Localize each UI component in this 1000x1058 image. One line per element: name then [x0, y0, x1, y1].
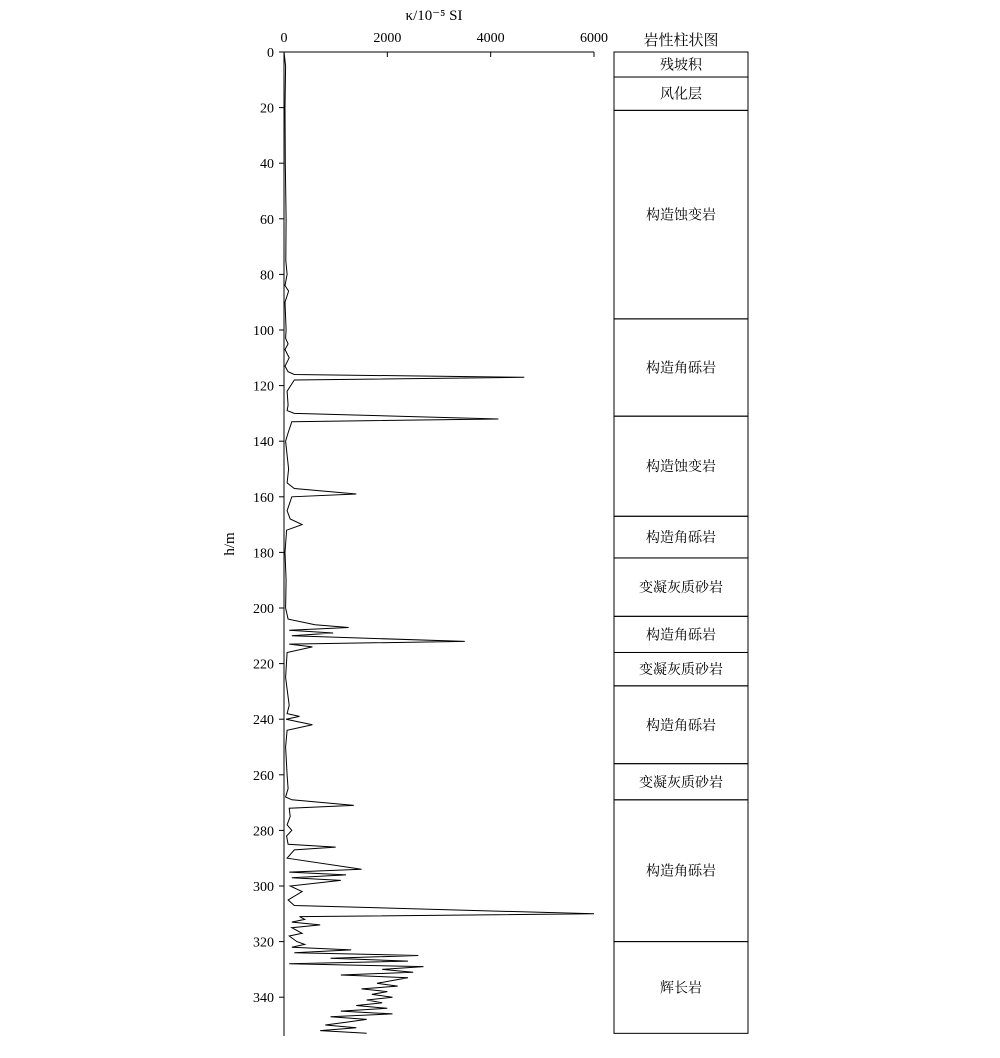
y-tick-label: 40 [260, 157, 274, 173]
lithology-layer-label: 变凝灰质砂岩 [639, 662, 723, 679]
y-tick-label: 160 [253, 490, 274, 506]
y-tick-label: 240 [253, 713, 274, 729]
y-tick-label: 80 [260, 268, 274, 284]
lithology-layer-label: 构造角砾岩 [646, 627, 716, 644]
lithology-column-title: 岩性柱状图 [643, 31, 719, 49]
y-tick-label: 280 [253, 824, 274, 840]
lithology-layer-label: 变凝灰质砂岩 [639, 580, 723, 597]
series-line [284, 52, 594, 1033]
x-axis-title: κ/10⁻⁵ SI [405, 8, 463, 24]
lithology-column [614, 31, 748, 1033]
lithology-layer-label: 构造蚀变岩 [646, 459, 716, 476]
y-tick-label: 260 [253, 768, 274, 784]
y-tick-label: 120 [253, 379, 274, 395]
lithology-layer-label: 构造角砾岩 [646, 360, 716, 377]
y-tick-label: 300 [253, 880, 274, 895]
lithology-layer-label: 构造角砾岩 [646, 717, 716, 734]
lithology-layer-label: 变凝灰质砂岩 [639, 774, 723, 791]
x-tick-label: 6000 [580, 31, 608, 46]
lithology-layer-label: 构造角砾岩 [646, 530, 716, 547]
y-tick-label: 320 [253, 935, 274, 951]
y-tick-label: 140 [253, 435, 274, 451]
lithology-layer-label: 构造蚀变岩 [646, 207, 716, 224]
x-tick-label: 4000 [476, 31, 505, 46]
lithology-layer-label: 残坡积 [660, 57, 702, 74]
x-tick-label: 2000 [373, 31, 402, 46]
x-tick-label: 0 [280, 31, 288, 46]
lithology-layer-label: 风化层 [660, 86, 702, 103]
y-tick-label: 20 [260, 101, 274, 117]
y-tick-label: 180 [253, 546, 274, 562]
y-tick-label: 60 [260, 212, 274, 228]
y-axis-title: h/m [222, 532, 238, 556]
y-tick-label: 100 [253, 324, 274, 339]
y-tick-label: 200 [253, 602, 274, 617]
lithology-layer-label: 辉长岩 [660, 980, 702, 997]
plot-area [222, 8, 608, 1036]
y-tick-label: 340 [253, 991, 274, 1007]
y-tick-label: 0 [267, 46, 274, 61]
lithology-layer-label: 构造角砾岩 [646, 863, 716, 880]
y-tick-label: 220 [253, 657, 274, 673]
